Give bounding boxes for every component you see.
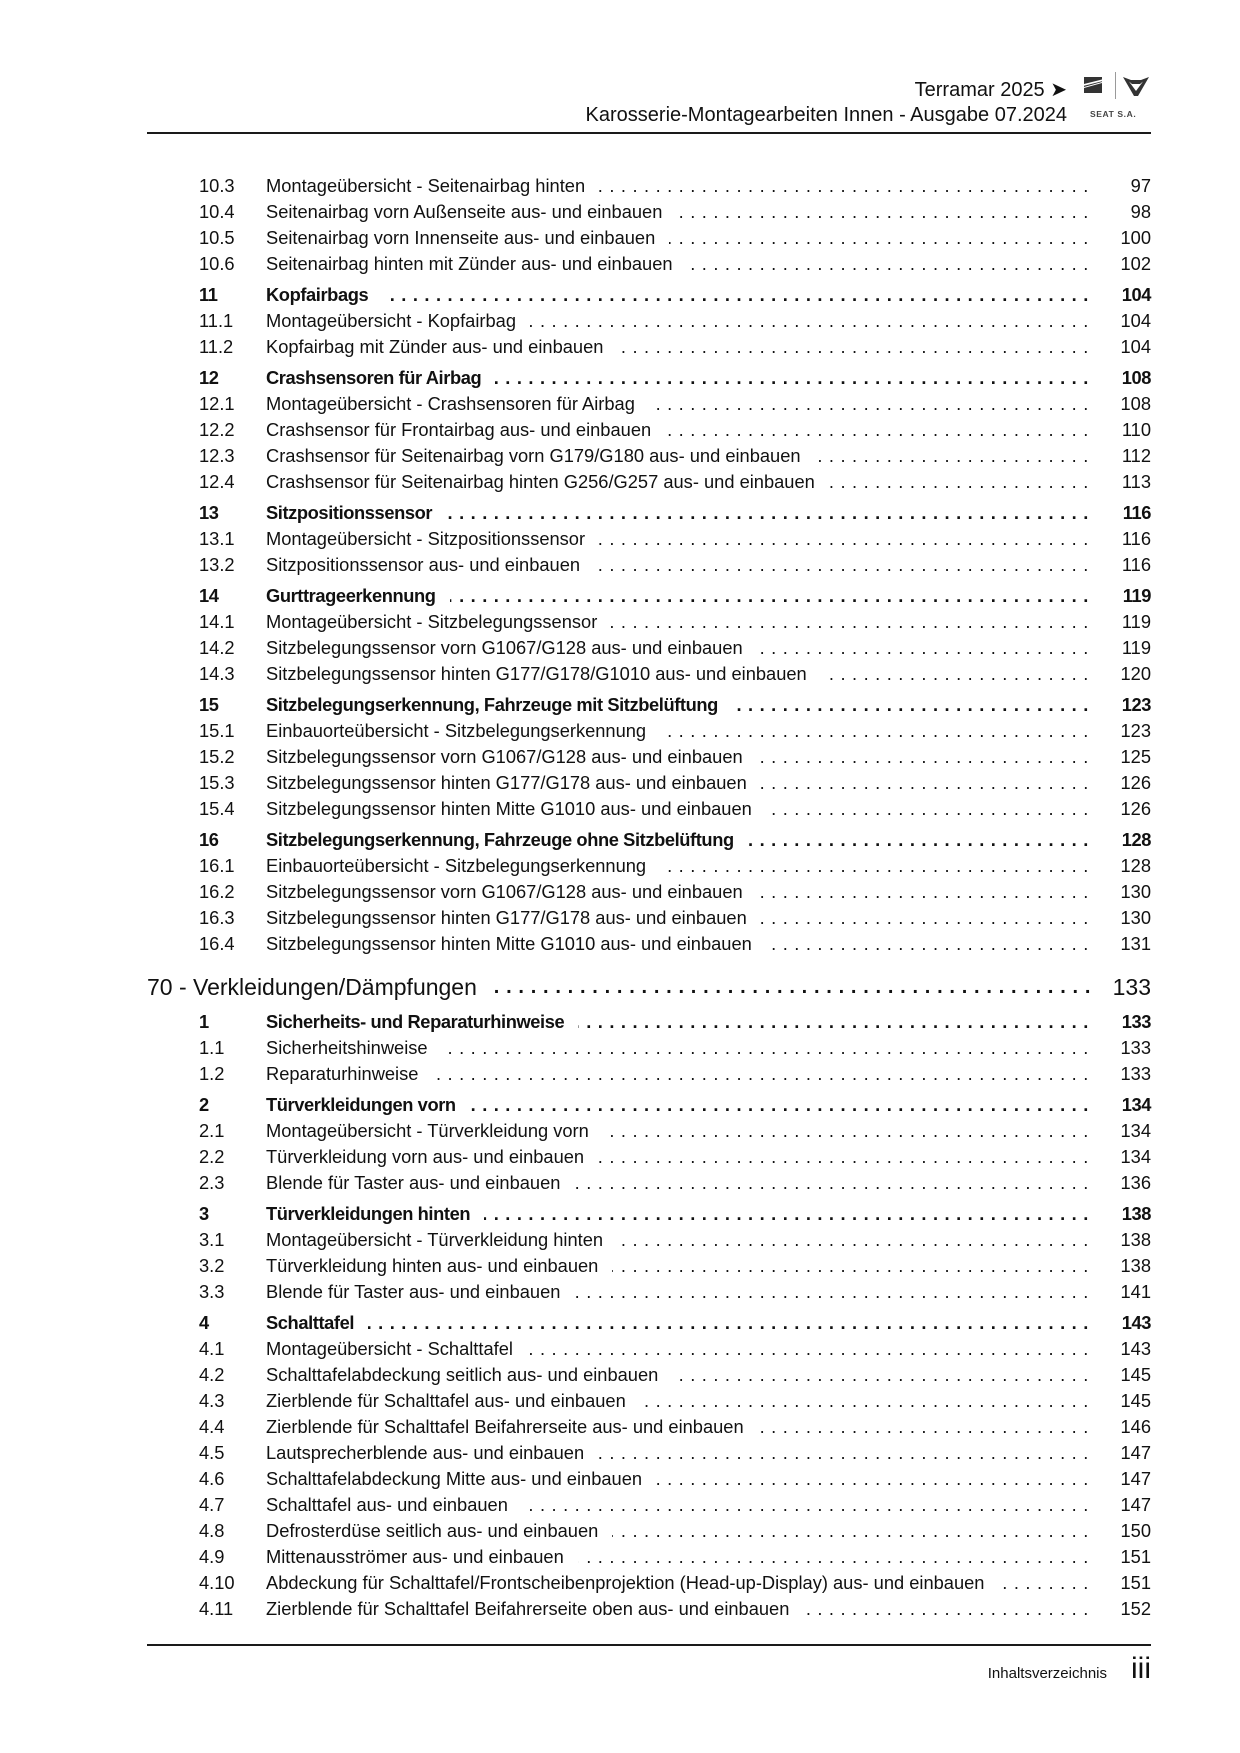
toc-entry[interactable] [199, 553, 1151, 577]
toc-entry-title[interactable]: Zierblende für Schalttafel Beifahrerseite oben aus- und einbauen [266, 1598, 803, 1619]
toc-entry-title[interactable]: Abdeckung für Schalttafel/Frontscheibenprojektion (Head-up-Display) aus- und einbauen [266, 1572, 998, 1593]
toc-entry-number: 1.1 [199, 1037, 225, 1058]
toc-entry-title[interactable]: Sitzbelegungssensor hinten G177/G178 aus- und einbauen [266, 907, 761, 928]
toc-entry-number: 12.3 [199, 445, 235, 466]
toc-entry[interactable] [199, 1062, 1151, 1086]
toc-entry[interactable] [199, 366, 1151, 390]
toc-entry-number: 1.2 [199, 1063, 225, 1084]
toc-entry-number: 2.1 [199, 1120, 225, 1141]
toc-entry-title[interactable]: Türverkleidungen hinten [266, 1203, 484, 1224]
toc-entry-number: 11.2 [199, 336, 234, 357]
toc-entry-page[interactable]: 110 [1121, 419, 1151, 440]
toc-entry-number: 16 [199, 829, 219, 850]
toc-entry[interactable] [199, 828, 1151, 852]
toc-entry-title-with-leader [266, 527, 1089, 551]
toc-entry-title[interactable]: Montageübersicht - Crashsensoren für Airbag [266, 393, 649, 414]
toc-entry-title-with-leader [266, 719, 1089, 743]
toc-entry-title[interactable]: Defrosterdüse seitlich aus- und einbauen [266, 1520, 612, 1541]
toc-entry-page[interactable]: 102 [1120, 253, 1151, 274]
toc-entry-title-with-leader [266, 610, 1089, 634]
toc-entry-title-with-leader [266, 1171, 1089, 1195]
toc-entry-title[interactable]: Gurttrageerkennung [266, 585, 450, 606]
toc-entry-number: 4.2 [199, 1364, 225, 1385]
toc-entry-title[interactable]: Montageübersicht - Schalttafel [266, 1338, 527, 1359]
toc-entry-title[interactable]: Crashsensoren für Airbag [266, 367, 495, 388]
toc-entry-title[interactable]: Montageübersicht - Seitenairbag hinten [266, 175, 599, 196]
toc-entry-number: 3.3 [199, 1281, 225, 1302]
header-rule [147, 132, 1151, 134]
toc-entry[interactable] [199, 470, 1151, 494]
toc-entry-number: 3 [199, 1203, 209, 1224]
chapter-title[interactable]: 70 - Verkleidungen/Dämpfungen [147, 974, 495, 1000]
toc-entry-title-with-leader [266, 226, 1089, 250]
toc-entry-page[interactable]: 120 [1120, 663, 1151, 684]
toc-entry-title-with-leader [266, 1441, 1089, 1465]
toc-entry-number: 4.9 [199, 1546, 225, 1567]
toc-entry[interactable] [199, 1597, 1151, 1621]
toc-entry-number: 14.3 [199, 663, 235, 684]
toc-entry-title-with-leader [266, 553, 1089, 577]
toc-entry[interactable] [199, 1493, 1151, 1517]
toc-entry-number: 4 [199, 1312, 209, 1333]
toc-entry-number: 10.3 [199, 175, 235, 196]
toc-entry-page[interactable]: 119 [1121, 637, 1151, 658]
toc-entry-number: 3.2 [199, 1255, 225, 1276]
toc-entry-page[interactable]: 145 [1120, 1364, 1151, 1385]
toc-entry-title[interactable]: Kopfairbags [266, 284, 382, 305]
toc-entry-number: 16.4 [199, 933, 235, 954]
toc-entry-page[interactable]: 138 [1121, 1203, 1151, 1224]
toc-entry-number: 15.3 [199, 772, 235, 793]
toc-entry[interactable] [199, 1311, 1151, 1335]
toc-entry-page[interactable]: 151 [1120, 1546, 1151, 1567]
toc-entry[interactable] [199, 797, 1151, 821]
toc-entry[interactable] [199, 392, 1151, 416]
toc-entry-page[interactable]: 131 [1120, 933, 1151, 954]
toc-entry-number: 16.2 [199, 881, 235, 902]
toc-entry-number: 15.1 [199, 720, 235, 741]
toc-entry-number: 13.2 [199, 554, 235, 575]
toc-entry-title-with-leader [266, 1337, 1089, 1361]
toc-entry-title[interactable]: Sicherheitshinweise [266, 1037, 442, 1058]
page-number: iii [1131, 1652, 1151, 1685]
toc-entry-number: 14 [199, 585, 219, 606]
toc-entry-page[interactable]: 108 [1120, 393, 1151, 414]
toc-entry-number: 12 [199, 367, 219, 388]
toc-entry-title-with-leader [266, 501, 1089, 525]
toc-entry[interactable] [199, 610, 1151, 634]
toc-entry[interactable] [199, 1254, 1151, 1278]
toc-entry-title-with-leader [266, 1597, 1089, 1621]
manual-title: Karosserie-Montagearbeiten Innen - Ausgabe 07.2024 [585, 104, 1067, 126]
toc-entry[interactable] [199, 1337, 1151, 1361]
toc-entry[interactable] [199, 1389, 1151, 1413]
toc-entry[interactable] [199, 501, 1151, 525]
toc-entry-page[interactable]: 113 [1121, 471, 1151, 492]
chapter-page[interactable]: 133 [1112, 974, 1151, 1000]
toc-entry-page[interactable]: 138 [1120, 1255, 1151, 1276]
toc-entry-title[interactable]: Türverkleidung hinten aus- und einbauen [266, 1255, 612, 1276]
toc-entry-title-with-leader [266, 1093, 1089, 1117]
toc-entry-number: 4.1 [199, 1338, 225, 1359]
toc-entry-title-with-leader [266, 1010, 1089, 1034]
vehicle-model-label: Terramar 2025 ➤ [914, 79, 1067, 101]
toc-entry-title[interactable]: Montageübersicht - Kopfairbag [266, 310, 530, 331]
toc-entry-page[interactable]: 151 [1120, 1572, 1151, 1593]
toc-entry-page[interactable]: 130 [1120, 881, 1151, 902]
toc-entry-title-with-leader [266, 932, 1089, 956]
toc-entry[interactable] [199, 1280, 1151, 1304]
toc-entry-number: 2 [199, 1094, 209, 1115]
toc-entry-title[interactable]: Sitzbelegungssensor hinten G177/G178 aus- und einbauen [266, 772, 761, 793]
toc-entry-title[interactable]: Sitzpositionssensor aus- und einbauen [266, 554, 594, 575]
toc-entry[interactable] [199, 252, 1151, 276]
chapter-title-with-leader [147, 972, 1091, 1002]
toc-entry-title[interactable]: Einbauorteübersicht - Sitzbelegungserkennung [266, 720, 660, 741]
toc-entry-title-with-leader [266, 854, 1089, 878]
toc-entry-page[interactable]: 150 [1120, 1520, 1151, 1541]
toc-entry-title[interactable]: Schalttafelabdeckung seitlich aus- und einbauen [266, 1364, 672, 1385]
toc-entry[interactable] [199, 1119, 1151, 1143]
toc-entry-page[interactable]: 134 [1121, 1094, 1151, 1115]
toc-entry-title[interactable]: Schalttafel [266, 1312, 368, 1333]
toc-entry-title[interactable]: Crashsensor für Seitenairbag hinten G256/G257 aus- und einbauen [266, 471, 829, 492]
toc-entry-title-with-leader [266, 1493, 1089, 1517]
toc-entry-title-with-leader [266, 1519, 1089, 1543]
toc-entry-number: 10.5 [199, 227, 235, 248]
toc-entry-title[interactable]: Sitzbelegungssensor hinten Mitte G1010 aus- und einbauen [266, 798, 766, 819]
toc-entry-number: 15.4 [199, 798, 235, 819]
toc-entry-number: 12.2 [199, 419, 235, 440]
toc-entry-page[interactable]: 146 [1120, 1416, 1151, 1437]
toc-entry-title-with-leader [266, 309, 1089, 333]
toc-entry-number: 4.6 [199, 1468, 225, 1489]
toc-entry[interactable] [199, 745, 1151, 769]
toc-entry[interactable] [199, 906, 1151, 930]
toc-entry-number: 4.3 [199, 1390, 225, 1411]
toc-entry-number: 2.2 [199, 1146, 225, 1167]
toc-entry[interactable] [199, 309, 1151, 333]
toc-entry-page[interactable]: 116 [1122, 502, 1151, 523]
toc-entry[interactable] [199, 1519, 1151, 1543]
toc-entry-page[interactable]: 119 [1122, 585, 1151, 606]
toc-entry-title-with-leader [266, 283, 1089, 307]
toc-entry[interactable] [199, 418, 1151, 442]
toc-entry-title-with-leader [266, 880, 1089, 904]
toc-entry-page[interactable]: 130 [1120, 907, 1151, 928]
toc-entry[interactable] [199, 1036, 1151, 1060]
toc-entry-title[interactable]: Seitenairbag hinten mit Zünder aus- und einbauen [266, 253, 687, 274]
footer-rule [147, 1644, 1151, 1646]
toc-entry[interactable] [199, 1202, 1151, 1226]
toc-entry-page[interactable]: 147 [1120, 1442, 1151, 1463]
toc-entry-page[interactable]: 123 [1121, 694, 1151, 715]
toc-entry-page[interactable]: 104 [1120, 336, 1151, 357]
toc-entry-title-with-leader [266, 174, 1089, 198]
footer-section-label: Inhaltsverzeichnis [987, 1665, 1107, 1682]
cupra-logo-icon [1123, 76, 1149, 97]
toc-entry-number: 11.1 [199, 310, 234, 331]
toc-entry[interactable] [199, 1171, 1151, 1195]
toc-entry-page[interactable]: 126 [1120, 772, 1151, 793]
toc-entry-page[interactable]: 143 [1120, 1338, 1151, 1359]
toc-entry-title-with-leader [266, 1280, 1089, 1304]
toc-entry-title-with-leader [266, 392, 1089, 416]
toc-entry-number: 1 [199, 1011, 209, 1032]
toc-entry-title-with-leader [266, 828, 1089, 852]
brand-caption: SEAT S.A. [1090, 109, 1137, 119]
toc-entry-title-with-leader [266, 1311, 1089, 1335]
toc-entry-title[interactable]: Sitzpositionssensor [266, 502, 446, 523]
toc-entry-page[interactable]: 104 [1121, 284, 1151, 305]
toc-entry-title[interactable]: Schalttafel aus- und einbauen [266, 1494, 522, 1515]
toc-entry-page[interactable]: 133 [1120, 1063, 1151, 1084]
toc-entry-title[interactable]: Blende für Taster aus- und einbauen [266, 1281, 574, 1302]
toc-entry-title[interactable]: Sicherheits- und Reparaturhinweise [266, 1011, 578, 1032]
toc-entry-title-with-leader [266, 1415, 1089, 1439]
toc-entry-page[interactable]: 126 [1120, 798, 1151, 819]
toc-entry-number: 14.2 [199, 637, 235, 658]
toc-entry-title-with-leader [266, 1389, 1089, 1413]
toc-entry-title[interactable]: Sitzbelegungserkennung, Fahrzeuge mit Sitzbelüftung [266, 694, 732, 715]
toc-entry-title-with-leader [266, 771, 1089, 795]
toc-entry[interactable] [199, 1441, 1151, 1465]
toc-entry-number: 3.1 [199, 1229, 225, 1250]
toc-entry[interactable] [199, 283, 1151, 307]
toc-entry[interactable] [199, 584, 1151, 608]
toc-entry[interactable] [199, 693, 1151, 717]
toc-entry-page[interactable]: 123 [1120, 720, 1151, 741]
toc-entry[interactable] [199, 1545, 1151, 1569]
toc-entry[interactable] [199, 1145, 1151, 1169]
toc-entry[interactable] [199, 174, 1151, 198]
toc-entry-page[interactable]: 133 [1120, 1037, 1151, 1058]
toc-entry-title[interactable]: Kopfairbag mit Zünder aus- und einbauen [266, 336, 617, 357]
toc-entry-page[interactable]: 119 [1121, 611, 1151, 632]
toc-entry-title[interactable]: Seitenairbag vorn Außenseite aus- und einbauen [266, 201, 676, 222]
toc-entry-page[interactable]: 145 [1120, 1390, 1151, 1411]
toc-entry[interactable] [199, 226, 1151, 250]
toc-entry-title-with-leader [266, 1228, 1089, 1252]
logo-divider [1115, 72, 1116, 99]
toc-entry-number: 2.3 [199, 1172, 225, 1193]
toc-entry-title-with-leader [266, 470, 1089, 494]
toc-entry-title-with-leader [266, 1545, 1089, 1569]
toc-chapter-heading[interactable] [147, 972, 1151, 1002]
toc-entry-title[interactable]: Seitenairbag vorn Innenseite aus- und einbauen [266, 227, 669, 248]
toc-entry[interactable] [199, 854, 1151, 878]
toc-entry-title[interactable]: Crashsensor für Seitenairbag vorn G179/G180 aus- und einbauen [266, 445, 815, 466]
toc-entry-number: 4.10 [199, 1572, 235, 1593]
toc-entry[interactable] [199, 1415, 1151, 1439]
toc-entry-page[interactable]: 136 [1120, 1172, 1151, 1193]
toc-entry-title[interactable]: Montageübersicht - Türverkleidung hinten [266, 1229, 617, 1250]
toc-entry[interactable] [199, 1093, 1151, 1117]
toc-entry-title[interactable]: Schalttafelabdeckung Mitte aus- und einbauen [266, 1468, 656, 1489]
toc-entry-title-with-leader [266, 1254, 1089, 1278]
toc-entry[interactable] [199, 719, 1151, 743]
toc-entry-title[interactable]: Montageübersicht - Türverkleidung vorn [266, 1120, 603, 1141]
toc-entry-page[interactable]: 112 [1121, 445, 1151, 466]
toc-entry-title[interactable]: Sitzbelegungssensor hinten Mitte G1010 aus- und einbauen [266, 933, 766, 954]
toc-entry[interactable] [199, 932, 1151, 956]
toc-entry-title-with-leader [266, 1467, 1089, 1491]
toc-entry-number: 16.3 [199, 907, 235, 928]
toc-entry-page[interactable]: 134 [1120, 1120, 1151, 1141]
toc-entry[interactable] [199, 1228, 1151, 1252]
toc-entry-title[interactable]: Türverkleidung vorn aus- und einbauen [266, 1146, 598, 1167]
toc-entry-page[interactable]: 104 [1120, 310, 1151, 331]
toc-entry-title[interactable]: Sitzbelegungssensor vorn G1067/G128 aus- und einbauen [266, 637, 757, 658]
toc-entry-title[interactable]: Zierblende für Schalttafel aus- und einbauen [266, 1390, 640, 1411]
toc-entry-title-with-leader [266, 1571, 1089, 1595]
toc-entry-title[interactable]: Sitzbelegungssensor vorn G1067/G128 aus- und einbauen [266, 746, 757, 767]
toc-entry-number: 4.7 [199, 1494, 225, 1515]
toc-entry-title-with-leader [266, 636, 1089, 660]
toc-entry-number: 13.1 [199, 528, 235, 549]
toc-entry-title[interactable]: Mittenausströmer aus- und einbauen [266, 1546, 578, 1567]
toc-entry-number: 13 [199, 502, 219, 523]
toc-entry-title[interactable]: Lautsprecherblende aus- und einbauen [266, 1442, 598, 1463]
toc-entry-page[interactable]: 128 [1120, 855, 1151, 876]
toc-entry-page[interactable]: 98 [1130, 201, 1151, 222]
toc-entry[interactable] [199, 880, 1151, 904]
toc-entry-page[interactable]: 100 [1120, 227, 1151, 248]
toc-entry-title-with-leader [266, 584, 1089, 608]
toc-entry[interactable] [199, 200, 1151, 224]
toc-entry[interactable] [199, 636, 1151, 660]
toc-entry-title-with-leader [266, 797, 1089, 821]
toc-entry-number: 4.11 [199, 1598, 234, 1619]
toc-entry-title-with-leader [266, 1062, 1089, 1086]
toc-entry-number: 4.5 [199, 1442, 225, 1463]
toc-entry-title[interactable]: Montageübersicht - Sitzbelegungssensor [266, 611, 611, 632]
toc-entry-page[interactable]: 141 [1120, 1281, 1151, 1302]
toc-entry-title[interactable]: Sitzbelegungssensor hinten G177/G178/G1010 aus- und einbauen [266, 663, 821, 684]
toc-entry-title[interactable]: Montageübersicht - Sitzpositionssensor [266, 528, 599, 549]
toc-entry[interactable] [199, 771, 1151, 795]
toc-entry-title[interactable]: Türverkleidungen vorn [266, 1094, 470, 1115]
toc-entry-number: 15 [199, 694, 219, 715]
toc-entry-title[interactable]: Crashsensor für Frontairbag aus- und einbauen [266, 419, 665, 440]
toc-entry-title-with-leader [266, 252, 1089, 276]
toc-entry-page[interactable]: 133 [1121, 1011, 1151, 1032]
toc-entry-title[interactable]: Blende für Taster aus- und einbauen [266, 1172, 574, 1193]
toc-entry-page[interactable]: 134 [1120, 1146, 1151, 1167]
toc-entry-title-with-leader [266, 444, 1089, 468]
toc-entry-page[interactable]: 152 [1120, 1598, 1151, 1619]
toc-entry[interactable] [199, 1010, 1151, 1034]
toc-entry-title-with-leader [266, 745, 1089, 769]
toc-entry-number: 4.8 [199, 1520, 225, 1541]
toc-entry-page[interactable]: 108 [1121, 367, 1151, 388]
toc-entry-title-with-leader [266, 335, 1089, 359]
toc-entry-page[interactable]: 116 [1121, 528, 1151, 549]
toc-entry-title-with-leader [266, 200, 1089, 224]
toc-entry-number: 14.1 [199, 611, 235, 632]
toc-entry[interactable] [199, 527, 1151, 551]
toc-entry-page[interactable]: 147 [1120, 1494, 1151, 1515]
toc-entry[interactable] [199, 335, 1151, 359]
toc-entry-page[interactable]: 147 [1120, 1468, 1151, 1489]
toc-entry-title-with-leader [266, 418, 1089, 442]
toc-entry-title-with-leader [266, 662, 1089, 686]
toc-entry-title[interactable]: Sitzbelegungserkennung, Fahrzeuge ohne Sitzbelüftung [266, 829, 748, 850]
toc-entry-title[interactable]: Reparaturhinweise [266, 1063, 432, 1084]
toc-entry-title-with-leader [266, 1363, 1089, 1387]
toc-entry-number: 12.1 [199, 393, 235, 414]
toc-entry-page[interactable]: 116 [1121, 554, 1151, 575]
toc-entry-number: 15.2 [199, 746, 235, 767]
toc-entry-title-with-leader [266, 906, 1089, 930]
toc-entry[interactable] [199, 1571, 1151, 1595]
toc-entry[interactable] [199, 444, 1151, 468]
toc-entry[interactable] [199, 1363, 1151, 1387]
toc-entry-title-with-leader [266, 366, 1089, 390]
toc-entry-page[interactable]: 138 [1120, 1229, 1151, 1250]
toc-entry-number: 4.4 [199, 1416, 225, 1437]
toc-entry-title-with-leader [266, 1145, 1089, 1169]
toc-entry-title[interactable]: Einbauorteübersicht - Sitzbelegungserkennung [266, 855, 660, 876]
toc-entry-number: 10.6 [199, 253, 235, 274]
toc-entry-title-with-leader [266, 1119, 1089, 1143]
toc-entry-page[interactable]: 97 [1130, 175, 1151, 196]
toc-entry-page[interactable]: 125 [1120, 746, 1151, 767]
toc-entry-title[interactable]: Zierblende für Schalttafel Beifahrerseite aus- und einbauen [266, 1416, 758, 1437]
toc-entry[interactable] [199, 1467, 1151, 1491]
toc-entry-title[interactable]: Sitzbelegungssensor vorn G1067/G128 aus- und einbauen [266, 881, 757, 902]
toc-entry-page[interactable]: 128 [1121, 829, 1151, 850]
toc-entry-number: 16.1 [199, 855, 235, 876]
toc-entry-number: 11 [199, 284, 218, 305]
toc-entry-number: 10.4 [199, 201, 235, 222]
toc-entry-title-with-leader [266, 693, 1089, 717]
toc-entry-number: 12.4 [199, 471, 235, 492]
toc-entry-title-with-leader [266, 1036, 1089, 1060]
seat-logo-icon [1083, 76, 1103, 94]
toc-entry-title-with-leader [266, 1202, 1089, 1226]
toc-entry[interactable] [199, 662, 1151, 686]
toc-entry-page[interactable]: 143 [1121, 1312, 1151, 1333]
